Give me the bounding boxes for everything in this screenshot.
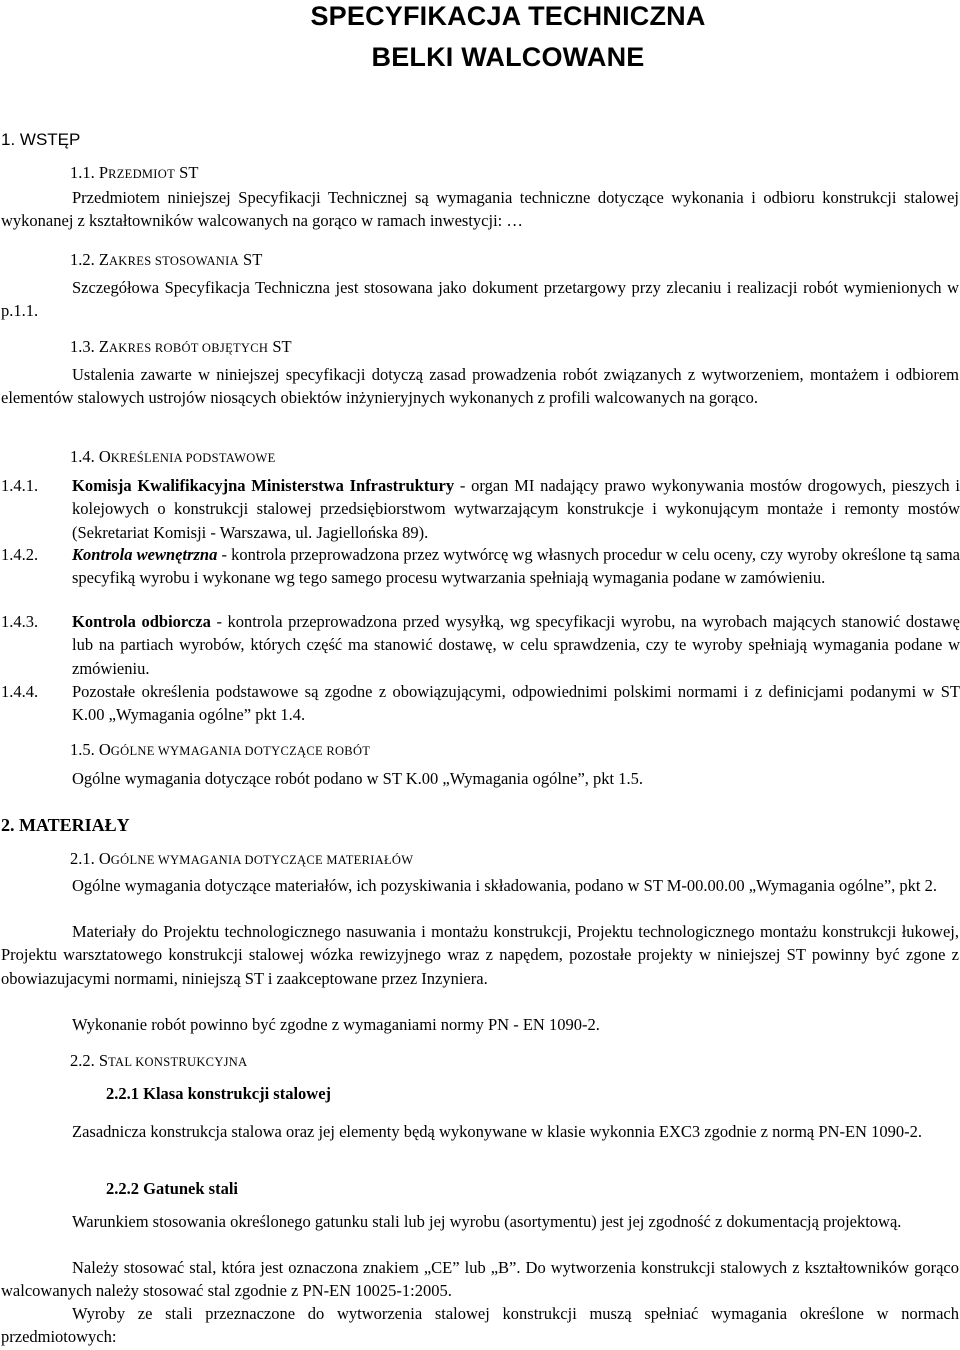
section-2-2-2-paragraph-1: Warunkiem stosowania określonego gatunku stali lub jej wyrobu (asortymentu) jest jej zgodność z dokumentacją projektową.: [72, 1212, 902, 1231]
section-1-5-number: 1.5.: [70, 740, 95, 759]
definition-description: Pozostałe określenia podstawowe są zgodne z obowiązującymi, odpowiednimi polskimi normami i z definicjami podanymi w ST K.00 „Wymagania ogólne” pkt 1.4.: [72, 682, 960, 725]
section-2-1-paragraph-1: Ogólne wymagania dotyczące materiałów, ich pozyskiwania i składowania, podano w ST M-00.00.00 „Wymagania ogólne”, pkt 2.: [72, 876, 938, 895]
section-2-2-2-paragraph-2: Należy stosować stal, która jest oznaczona znakiem „CE” lub „B”. Do wytworzenia konstrukcji stalowych z kształtowników gorąco walcowanych należy stosować stal zgodnie z PN-EN 10025-1:2005.: [1, 1258, 959, 1301]
section-1-4-heading: [70, 446, 276, 469]
section-1-5-title: OGÓLNE WYMAGANIA DOTYCZĄCE ROBÓT: [98, 740, 371, 759]
definition-item: [1, 543, 960, 615]
section-1-5-heading: [70, 739, 370, 762]
section-1-1-text: Przedmiotem niniejszej Specyfikacji Technicznej są wymagania techniczne dotyczące wykonania i odbioru konstrukcji stalowej wykonanej z kształtowników walcowanych na gorąco w ramach inwestycji: …: [1, 188, 959, 231]
definition-number: 1.4.1.: [1, 476, 39, 495]
section-1-1-number: 1.1.: [70, 163, 95, 182]
section-1-2-title: ZAKRES STOSOWANIA ST: [98, 250, 263, 269]
section-1-4-number: 1.4.: [70, 447, 95, 466]
definition-text: [72, 543, 960, 590]
section-2-1-number: 2.1.: [70, 849, 95, 868]
definition-term: Kontrola wewnętrzna: [72, 545, 218, 564]
definition-text: [72, 680, 960, 727]
definition-item: [1, 474, 960, 546]
definition-description: - kontrola przeprowadzona przed wysyłką, wg specyfikacji wyrobu, na wyrobach mających stanowić dostawę lub na partiach wyrobów, których część ma stanowić dostawę, w celu sprawdzenia, czy te wyroby spełniają wymagania podane w zmówieniu.: [72, 612, 960, 678]
section-2-1-heading: [70, 848, 413, 871]
section-1-3-number: 1.3.: [70, 337, 95, 356]
section-2-1-paragraph-3: Wykonanie robót powinno być zgodne z wymaganiami normy PN - EN 1090-2.: [72, 1015, 600, 1034]
section-2-2-1-heading: 2.2.1 Klasa konstrukcji stalowej: [106, 1084, 332, 1103]
definition-text: [72, 610, 960, 680]
section-1-5-text: Ogólne wymagania dotyczące robót podano w ST K.00 „Wymagania ogólne”, pkt 1.5.: [72, 769, 644, 788]
definition-text: [72, 474, 960, 544]
section-1-3-title: ZAKRES ROBÓT OBJĘTYCH ST: [98, 337, 292, 356]
section-1-2-heading: [70, 249, 262, 272]
definition-term: Kontrola odbiorcza: [72, 612, 211, 631]
section-1-4-title: OKREŚLENIA PODSTAWOWE: [98, 447, 276, 466]
section-1-heading: 1. WSTĘP: [1, 130, 81, 149]
section-2-1-title: OGÓLNE WYMAGANIA DOTYCZĄCE MATERIAŁÓW: [98, 849, 414, 868]
section-1-1-title: PRZEDMIOT ST: [98, 163, 199, 182]
definition-item: [1, 610, 960, 682]
section-2-2-2-paragraph-3: Wyroby ze stali przeznaczone do wytworzenia stalowej konstrukcji muszą spełniać wymagania określone w normach przedmiotowych:: [1, 1304, 959, 1347]
section-2-2-heading: [70, 1050, 247, 1073]
section-1-2-text: Szczegółowa Specyfikacja Techniczna jest stosowana jako dokument przetargowy przy zlecaniu i realizacji robót wymienionych w p.1.1.: [1, 278, 959, 321]
section-2-2-number: 2.2.: [70, 1051, 95, 1070]
section-1-3-text: Ustalenia zawarte w niniejszej specyfikacji dotyczą zasad prowadzenia robót związanych z wytworzeniem, montażem i odbiorem elementów stalowych ustrojów niosących obiektów inżynieryjnych wykonanych z profili walcowanych na gorąco.: [1, 365, 959, 408]
definition-item: [1, 680, 960, 728]
definition-description: - organ MI nadający prawo wykonywania mostów drogowych, pieszych i kolejowych o konstrukcji stalowej przedsiębiorstwom wytwarzającym konstrukcje i wykonującym montaże i remonty mostów (Sekretariat Komisji - Warszawa, ul. Jagiellońska 89).: [72, 476, 960, 542]
section-2-2-2-heading: 2.2.2 Gatunek stali: [106, 1179, 239, 1198]
section-1-3-heading: [70, 336, 292, 359]
definition-number: 1.4.3.: [1, 612, 39, 631]
definition-number: 1.4.2.: [1, 545, 39, 564]
section-1-2-number: 1.2.: [70, 250, 95, 269]
section-2-2-title: STAL KONSTRUKCYJNA: [98, 1051, 248, 1070]
document-title-line2: BELKI WALCOWANE: [371, 42, 645, 72]
section-2-2-1-text: Zasadnicza konstrukcja stalowa oraz jej elementy będą wykonywane w klasie wykonnia EXC3 zgodnie z normą PN-EN 1090-2.: [72, 1122, 922, 1141]
document-title-line1: SPECYFIKACJA TECHNICZNA: [310, 1, 706, 31]
definition-term: Komisja Kwalifikacyjna Ministerstwa Infrastruktury: [72, 476, 455, 495]
definition-description: - kontrola przeprowadzona przez wytwórcę wg własnych procedur w celu oceny, czy wyroby określone tą sama specyfiką wyrobu i wykonane wg tego samego procesu wytwarzania spełniają wymagania podane w zamówieniu.: [72, 545, 960, 588]
section-1-1-heading: [70, 162, 198, 185]
definition-number: 1.4.4.: [1, 682, 39, 701]
section-2-1-paragraph-2: Materiały do Projektu technologicznego nasuwania i montażu konstrukcji, Projektu technologicznego montażu konstrukcji łukowej, Projektu warsztatowego konstrukcji stalowej wózka rewizyjnego wraz z napędem, pozostałe projekty w niniejszej ST powinny być zgone z obowiazujacymi normami, niniejszą ST i zaakceptowane przez Inzyniera.: [1, 922, 959, 988]
section-2-heading: 2. MATERIAŁY: [1, 815, 130, 835]
